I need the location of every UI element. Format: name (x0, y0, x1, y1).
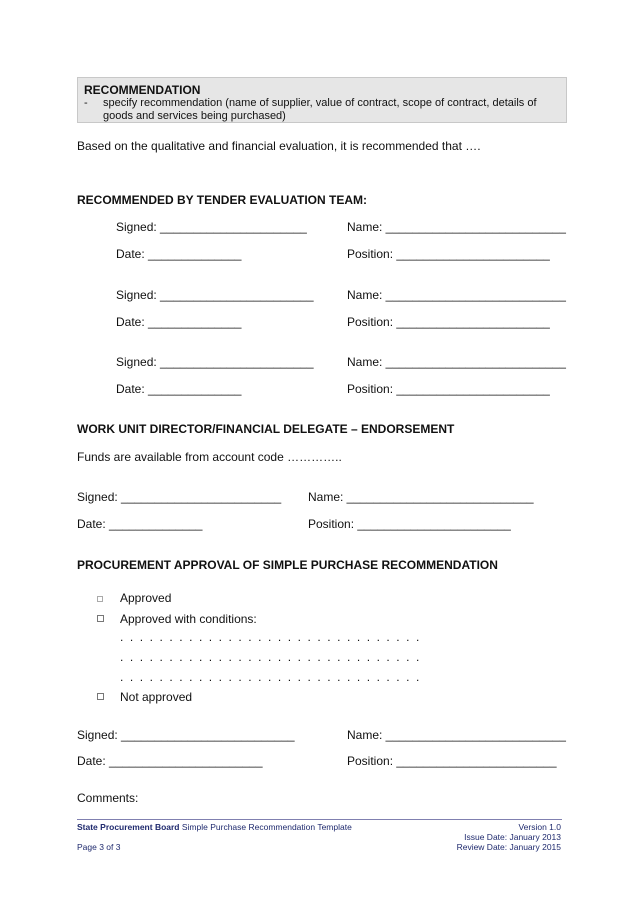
conditions-line-3[interactable]: . . . . . . . . . . . . . . . . . . . . . . . . . . . . . . . (120, 670, 421, 684)
recommendation-instructions: specify recommendation (name of supplier, value of contract, scope of contract, details of goods and services being purchased) (103, 97, 537, 122)
recommendation-title: RECOMMENDATION (84, 83, 201, 97)
footer-page: Page 3 of 3 (77, 842, 121, 852)
date-field-1[interactable]: Date: ______________ (116, 247, 242, 261)
endorsement-heading: WORK UNIT DIRECTOR/FINANCIAL DELEGATE – ENDORSEMENT (77, 422, 455, 436)
signed-field-3[interactable]: Signed: _______________________ (116, 355, 314, 369)
name-field-1[interactable]: Name: ___________________________ (347, 220, 566, 234)
approval-name-field[interactable]: Name: ___________________________ (347, 728, 566, 742)
footer-org: State Procurement Board (77, 822, 180, 832)
position-field-1[interactable]: Position: _______________________ (347, 247, 550, 261)
endorsement-date-field[interactable]: Date: ______________ (77, 517, 203, 531)
endorsement-name-field[interactable]: Name: ____________________________ (308, 490, 534, 504)
approved-with-conditions-label: Approved with conditions: (120, 612, 257, 626)
position-field-3[interactable]: Position: _______________________ (347, 382, 550, 396)
signed-field-1[interactable]: Signed: ______________________ (116, 220, 307, 234)
footer-doc-title: Simple Purchase Recommendation Template (181, 822, 352, 832)
approval-position-field[interactable]: Position: ________________________ (347, 754, 557, 768)
recommendation-box (77, 77, 567, 123)
tender-team-heading: RECOMMENDED BY TENDER EVALUATION TEAM: (77, 193, 368, 207)
footer-version: Version 1.0 (518, 822, 561, 832)
name-field-3[interactable]: Name: ___________________________ (347, 355, 566, 369)
footer-divider (77, 819, 562, 820)
not-approved-checkbox[interactable] (97, 693, 104, 700)
funds-text: Funds are available from account code ………….. (77, 450, 342, 464)
footer-issue-date: Issue Date: January 2013 (464, 832, 561, 842)
comments-label: Comments: (77, 791, 139, 805)
footer-title (77, 822, 352, 832)
conditions-line-2[interactable]: . . . . . . . . . . . . . . . . . . . . . . . . . . . . . . . (120, 650, 421, 664)
conditions-line-1[interactable]: . . . . . . . . . . . . . . . . . . . . . . . . . . . . . . . (120, 630, 421, 644)
endorsement-signed-field[interactable]: Signed: ________________________ (77, 490, 282, 504)
signed-field-2[interactable]: Signed: _______________________ (116, 288, 314, 302)
not-approved-label: Not approved (120, 690, 193, 704)
intro-text: Based on the qualitative and financial evaluation, it is recommended that …. (77, 139, 481, 153)
name-field-2[interactable]: Name: ___________________________ (347, 288, 566, 302)
approved-checkbox[interactable] (97, 596, 103, 602)
endorsement-position-field[interactable]: Position: _______________________ (308, 517, 511, 531)
approval-date-field[interactable]: Date: _______________________ (77, 754, 263, 768)
footer-review-date: Review Date: January 2015 (456, 842, 561, 852)
approval-heading: PROCUREMENT APPROVAL OF SIMPLE PURCHASE RECOMMENDATION (77, 558, 498, 572)
bullet-dash: - (84, 97, 88, 109)
date-field-3[interactable]: Date: ______________ (116, 382, 242, 396)
position-field-2[interactable]: Position: _______________________ (347, 315, 550, 329)
date-field-2[interactable]: Date: ______________ (116, 315, 242, 329)
approval-signed-field[interactable]: Signed: __________________________ (77, 728, 295, 742)
approved-with-conditions-checkbox[interactable] (97, 615, 104, 622)
approved-label: Approved (120, 591, 172, 605)
